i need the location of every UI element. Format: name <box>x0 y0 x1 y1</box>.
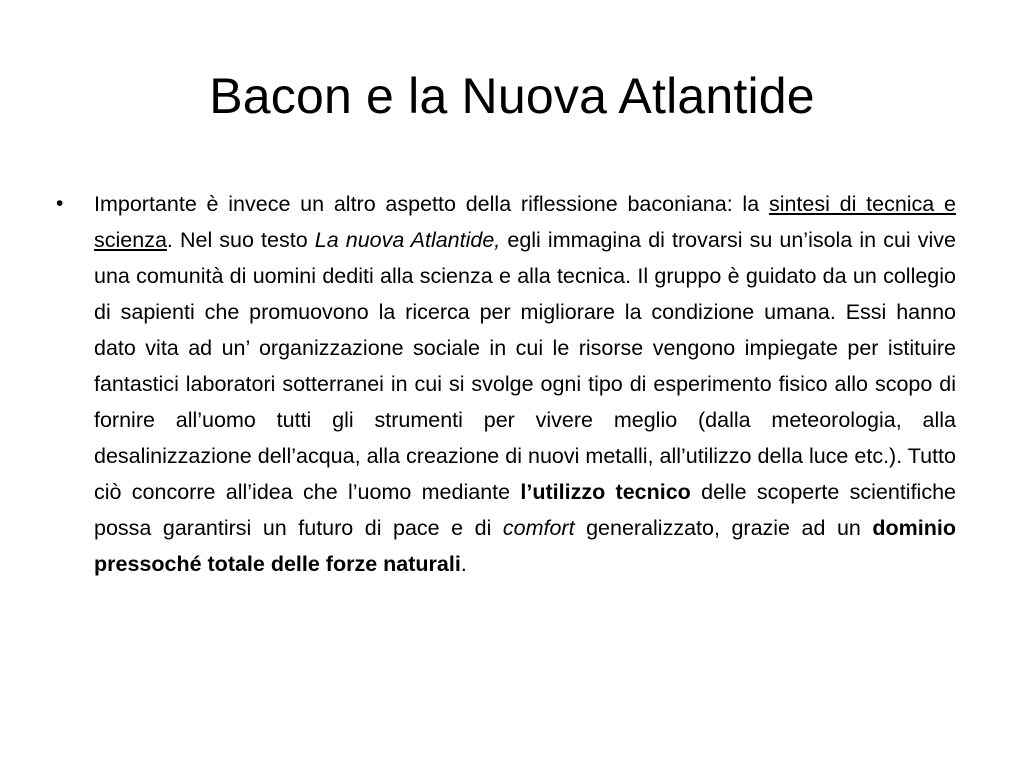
underlined-text: sintesi di tecnica e scienza <box>94 192 956 252</box>
text-segment: egli immagina di trovarsi su un’isola in cui vive una comunità di uomini dediti alla scienza e alla tecnica. Il gruppo è guidato da un collegio di sapienti che promuovono la ricerca per migliorare la condizione umana. Essi hanno dato vita ad un’ organizzazione sociale in cui le risorse vengono impiegate per istituire fantastici laboratori sotterranei in cui si svolge ogni tipo di esperimento fisico allo scopo di fornire all’uomo tutti gli strumenti per vivere meglio (dalla meteorologia, alla desalinizzazione dell’acqua, alla creazione di nuovi metalli, all’utilizzo della luce etc.). Tutto ciò concorre all’idea che l’uomo mediante <box>94 228 956 504</box>
text-segment: Importante è invece un altro aspetto della riflessione baconiana: la <box>94 192 769 216</box>
text-segment: delle scoperte scientifiche possa garantirsi un futuro di pace e di <box>94 480 957 540</box>
bullet-marker: • <box>56 192 64 215</box>
text-segment: generalizzato, grazie ad un <box>574 516 873 540</box>
text-segment: . <box>460 552 467 576</box>
bold-text: l’utilizzo tecnico <box>520 480 691 504</box>
italic-text: comfort <box>502 516 575 540</box>
bullet-list <box>56 186 956 582</box>
slide-title: Bacon e la Nuova Atlantide <box>209 68 815 124</box>
bullet-item <box>56 186 956 582</box>
book-title-italic: La nuova Atlantide, <box>314 228 501 252</box>
text-segment: . Nel suo testo <box>166 228 315 252</box>
bold-text: dominio pressoché totale delle forze naturali <box>94 516 956 576</box>
